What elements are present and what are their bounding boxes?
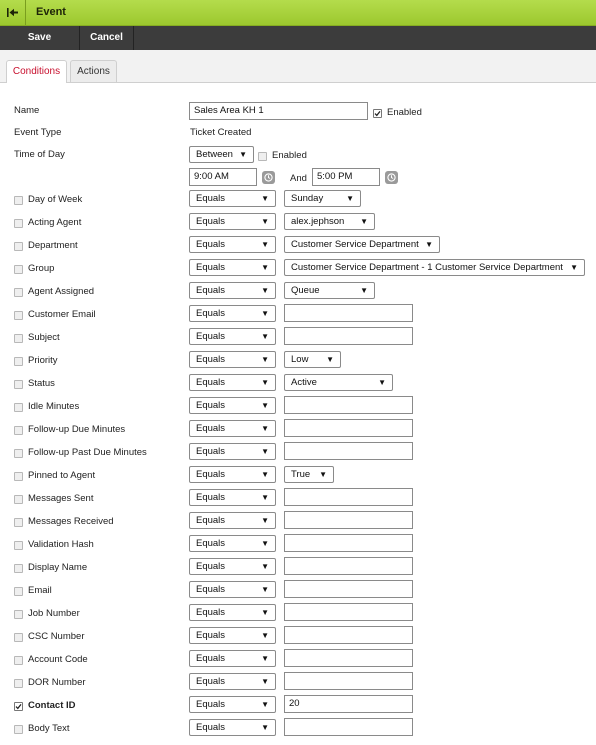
condition-label-group <box>14 309 96 321</box>
condition-label-group <box>14 378 55 390</box>
condition-label-group <box>14 516 114 528</box>
condition-label-group <box>14 631 85 643</box>
condition-value: Sunday <box>291 193 324 204</box>
name-label: Name <box>14 105 40 116</box>
condition-label: Validation Hash <box>28 539 94 550</box>
condition-label: Account Code <box>28 654 88 665</box>
condition-operator-select[interactable] <box>189 374 276 391</box>
condition-value-input[interactable] <box>284 488 413 506</box>
condition-operator-value: Equals <box>196 400 226 411</box>
condition-operator-select[interactable] <box>189 535 276 552</box>
condition-checkbox[interactable] <box>14 564 23 573</box>
condition-value-select[interactable] <box>284 190 361 207</box>
condition-label: Priority <box>28 355 58 366</box>
condition-operator-value: Equals <box>196 193 226 204</box>
dropdown-arrow-icon: ▼ <box>261 539 269 548</box>
condition-label-group <box>14 677 86 689</box>
condition-label-group <box>14 263 54 275</box>
condition-label-group <box>14 424 125 436</box>
dropdown-arrow-icon: ▼ <box>261 332 269 341</box>
condition-value-select[interactable] <box>284 282 375 299</box>
condition-label-group <box>14 723 70 735</box>
condition-label-group <box>14 654 88 666</box>
condition-operator-select[interactable] <box>189 719 276 736</box>
condition-label: Messages Sent <box>28 493 94 504</box>
condition-operator-value: Equals <box>196 262 226 273</box>
condition-checkbox[interactable] <box>14 219 23 228</box>
condition-operator-select[interactable] <box>189 236 276 253</box>
dropdown-arrow-icon: ▼ <box>261 355 269 364</box>
condition-operator-value: Equals <box>196 446 226 457</box>
condition-value: True <box>291 469 311 480</box>
condition-label: Follow-up Past Due Minutes <box>28 447 147 458</box>
dropdown-arrow-icon: ▼ <box>261 654 269 663</box>
condition-value: Low <box>291 354 309 365</box>
condition-label-group <box>14 240 78 252</box>
condition-operator-select[interactable] <box>189 328 276 345</box>
condition-checkbox[interactable] <box>14 242 23 251</box>
condition-value-select[interactable] <box>284 374 393 391</box>
title-bar <box>0 0 596 26</box>
condition-operator-select[interactable] <box>189 397 276 414</box>
dropdown-arrow-icon: ▼ <box>261 493 269 502</box>
condition-operator-select[interactable] <box>189 190 276 207</box>
condition-label: Status <box>28 378 55 389</box>
condition-label: Group <box>28 263 55 274</box>
condition-value-input[interactable] <box>284 626 413 644</box>
condition-operator-value: Equals <box>196 630 226 641</box>
window-title: Event <box>36 6 66 18</box>
condition-value: Customer Service Department <box>291 239 419 250</box>
condition-checkbox[interactable] <box>14 656 23 665</box>
condition-operator-value: Equals <box>196 308 226 319</box>
condition-label: Idle Minutes <box>28 401 80 412</box>
condition-checkbox[interactable] <box>14 702 23 711</box>
enabled-label: Enabled <box>387 107 422 118</box>
condition-checkbox[interactable] <box>14 311 23 320</box>
condition-checkbox[interactable] <box>14 587 23 596</box>
condition-checkbox[interactable] <box>14 426 23 435</box>
dropdown-arrow-icon: ▼ <box>261 677 269 686</box>
time-enabled-label: Enabled <box>272 150 307 161</box>
condition-value-input[interactable] <box>284 396 413 414</box>
condition-operator-value: Equals <box>196 377 226 388</box>
dropdown-arrow-icon: ▼ <box>261 263 269 272</box>
condition-value-input[interactable] <box>284 718 413 736</box>
condition-operator-value: Equals <box>196 492 226 503</box>
condition-label-group <box>14 585 52 597</box>
condition-checkbox[interactable] <box>14 196 23 205</box>
condition-label: Follow-up Due Minutes <box>28 424 126 435</box>
dropdown-arrow-icon: ▼ <box>239 150 247 159</box>
condition-label: Job Number <box>28 608 80 619</box>
condition-label-group <box>14 332 60 344</box>
dropdown-arrow-icon: ▼ <box>261 562 269 571</box>
condition-label: Department <box>28 240 78 251</box>
dropdown-arrow-icon: ▼ <box>261 194 269 203</box>
dropdown-arrow-icon: ▼ <box>326 355 334 364</box>
event-type-value: Ticket Created <box>190 127 252 138</box>
condition-label-group <box>14 355 58 367</box>
condition-operator-select[interactable] <box>189 351 276 368</box>
condition-operator-select[interactable] <box>189 650 276 667</box>
enabled-checkbox-group <box>373 107 422 119</box>
condition-value-input[interactable] <box>284 419 413 437</box>
condition-value-select[interactable] <box>284 213 375 230</box>
condition-label: Day of Week <box>28 194 83 205</box>
clock-icon[interactable] <box>385 171 398 184</box>
condition-operator-select[interactable] <box>189 489 276 506</box>
condition-label: Acting Agent <box>28 217 82 228</box>
condition-value: alex.jephson <box>291 216 345 227</box>
condition-checkbox[interactable] <box>14 518 23 527</box>
dropdown-arrow-icon: ▼ <box>378 378 386 387</box>
collapse-left-icon[interactable] <box>0 0 26 25</box>
condition-label: Contact ID <box>28 700 76 711</box>
dropdown-arrow-icon: ▼ <box>261 470 269 479</box>
dropdown-arrow-icon: ▼ <box>261 309 269 318</box>
condition-label: Body Text <box>28 723 70 734</box>
condition-operator-select[interactable] <box>189 213 276 230</box>
dropdown-arrow-icon: ▼ <box>261 608 269 617</box>
dropdown-arrow-icon: ▼ <box>319 470 327 479</box>
dropdown-arrow-icon: ▼ <box>261 723 269 732</box>
dropdown-arrow-icon: ▼ <box>261 286 269 295</box>
condition-checkbox[interactable] <box>14 679 23 688</box>
condition-operator-value: Equals <box>196 584 226 595</box>
condition-operator-value: Equals <box>196 515 226 526</box>
condition-operator-value: Equals <box>196 561 226 572</box>
condition-operator-value: Equals <box>196 699 226 710</box>
dropdown-arrow-icon: ▼ <box>261 217 269 226</box>
dropdown-arrow-icon: ▼ <box>360 286 368 295</box>
time-to-input[interactable]: 5:00 PM <box>312 168 380 186</box>
condition-value: Customer Service Department - 1 Customer Service Department <box>291 262 563 273</box>
condition-checkbox[interactable] <box>14 610 23 619</box>
name-input[interactable]: Sales Area KH 1 <box>189 102 368 120</box>
condition-label-group <box>14 470 95 482</box>
condition-checkbox[interactable] <box>14 541 23 550</box>
time-from-input[interactable]: 9:00 AM <box>189 168 257 186</box>
dropdown-arrow-icon: ▼ <box>346 194 354 203</box>
condition-checkbox[interactable] <box>14 633 23 642</box>
dropdown-arrow-icon: ▼ <box>261 378 269 387</box>
dropdown-arrow-icon: ▼ <box>261 585 269 594</box>
checkmark-icon <box>374 110 381 117</box>
dropdown-arrow-icon: ▼ <box>261 424 269 433</box>
condition-operator-value: Equals <box>196 239 226 250</box>
condition-checkbox[interactable] <box>14 449 23 458</box>
condition-label-group <box>14 286 94 298</box>
condition-value-input[interactable] <box>284 442 413 460</box>
condition-operator-value: Equals <box>196 216 226 227</box>
condition-operator-value: Equals <box>196 653 226 664</box>
condition-operator-select[interactable] <box>189 282 276 299</box>
time-enabled-group <box>258 150 307 162</box>
condition-label: CSC Number <box>28 631 85 642</box>
condition-value: Queue <box>291 285 320 296</box>
time-enabled-checkbox[interactable] <box>258 152 267 161</box>
dropdown-arrow-icon: ▼ <box>261 516 269 525</box>
condition-operator-value: Equals <box>196 676 226 687</box>
condition-label: Agent Assigned <box>28 286 95 297</box>
enabled-checkbox[interactable] <box>373 109 382 118</box>
condition-value: Active <box>291 377 317 388</box>
condition-value-input[interactable] <box>284 580 413 598</box>
and-label: And <box>290 173 307 184</box>
condition-checkbox[interactable] <box>14 403 23 412</box>
time-operator-select[interactable] <box>189 146 254 163</box>
event-type-label: Event Type <box>14 127 62 138</box>
condition-operator-select[interactable] <box>189 259 276 276</box>
condition-value-input[interactable] <box>284 327 413 345</box>
condition-value-select[interactable] <box>284 351 341 368</box>
condition-operator-select[interactable] <box>189 581 276 598</box>
condition-operator-select[interactable] <box>189 420 276 437</box>
condition-label: Pinned to Agent <box>28 470 96 481</box>
condition-operator-select[interactable] <box>189 512 276 529</box>
condition-value-select[interactable] <box>284 259 585 276</box>
condition-value-input[interactable] <box>284 672 413 690</box>
tab-actions[interactable]: Actions <box>70 60 117 82</box>
cancel-button[interactable]: Cancel <box>80 26 134 50</box>
condition-value-input[interactable] <box>284 534 413 552</box>
save-button[interactable]: Save <box>0 26 80 50</box>
dropdown-arrow-icon: ▼ <box>261 447 269 456</box>
condition-value-select[interactable] <box>284 466 334 483</box>
condition-operator-value: Equals <box>196 607 226 618</box>
condition-operator-value: Equals <box>196 354 226 365</box>
condition-operator-value: Equals <box>196 285 226 296</box>
condition-label: Customer Email <box>28 309 96 320</box>
condition-operator-select[interactable] <box>189 627 276 644</box>
condition-value-input[interactable] <box>284 649 413 667</box>
condition-operator-select[interactable] <box>189 673 276 690</box>
condition-operator-select[interactable] <box>189 696 276 713</box>
checkmark-icon <box>15 703 22 710</box>
dropdown-arrow-icon: ▼ <box>360 217 368 226</box>
condition-label: Email <box>28 585 52 596</box>
condition-label-group <box>14 194 82 206</box>
condition-operator-value: Equals <box>196 469 226 480</box>
dropdown-arrow-icon: ▼ <box>261 700 269 709</box>
condition-operator-value: Equals <box>196 423 226 434</box>
condition-checkbox[interactable] <box>14 265 23 274</box>
clock-icon[interactable] <box>262 171 275 184</box>
condition-label: DOR Number <box>28 677 86 688</box>
condition-label-group <box>14 539 94 551</box>
condition-label-group <box>14 217 81 229</box>
condition-operator-value: Equals <box>196 538 226 549</box>
condition-operator-value: Equals <box>196 331 226 342</box>
dropdown-arrow-icon: ▼ <box>261 240 269 249</box>
condition-checkbox[interactable] <box>14 334 23 343</box>
condition-value-input[interactable] <box>284 304 413 322</box>
condition-operator-select[interactable] <box>189 466 276 483</box>
condition-checkbox[interactable] <box>14 495 23 504</box>
dropdown-arrow-icon: ▼ <box>261 401 269 410</box>
condition-label-group <box>14 608 80 620</box>
condition-operator-select[interactable] <box>189 558 276 575</box>
condition-value-input[interactable] <box>284 511 413 529</box>
condition-operator-select[interactable] <box>189 604 276 621</box>
condition-value-input[interactable] <box>284 603 413 621</box>
condition-label: Messages Received <box>28 516 114 527</box>
condition-label-group <box>14 493 93 505</box>
condition-value-input[interactable] <box>284 557 413 575</box>
condition-operator-select[interactable] <box>189 305 276 322</box>
toolbar <box>0 26 596 50</box>
condition-label-group <box>14 562 87 574</box>
time-of-day-label: Time of Day <box>14 149 65 160</box>
condition-value-select[interactable] <box>284 236 440 253</box>
dropdown-arrow-icon: ▼ <box>570 263 578 272</box>
condition-label-group <box>14 401 79 413</box>
condition-label-group <box>14 700 76 712</box>
condition-checkbox[interactable] <box>14 288 23 297</box>
condition-operator-value: Equals <box>196 722 226 733</box>
condition-checkbox[interactable] <box>14 472 23 481</box>
condition-label: Display Name <box>28 562 88 573</box>
condition-label: Subject <box>28 332 60 343</box>
condition-value-input[interactable]: 20 <box>284 695 413 713</box>
condition-checkbox[interactable] <box>14 725 23 734</box>
condition-label-group <box>14 447 147 459</box>
dropdown-arrow-icon: ▼ <box>261 631 269 640</box>
tab-strip <box>0 50 596 83</box>
time-operator-value: Between <box>196 149 233 160</box>
condition-operator-select[interactable] <box>189 443 276 460</box>
dropdown-arrow-icon: ▼ <box>425 240 433 249</box>
tab-conditions[interactable]: Conditions <box>6 60 67 83</box>
condition-checkbox[interactable] <box>14 380 23 389</box>
condition-checkbox[interactable] <box>14 357 23 366</box>
